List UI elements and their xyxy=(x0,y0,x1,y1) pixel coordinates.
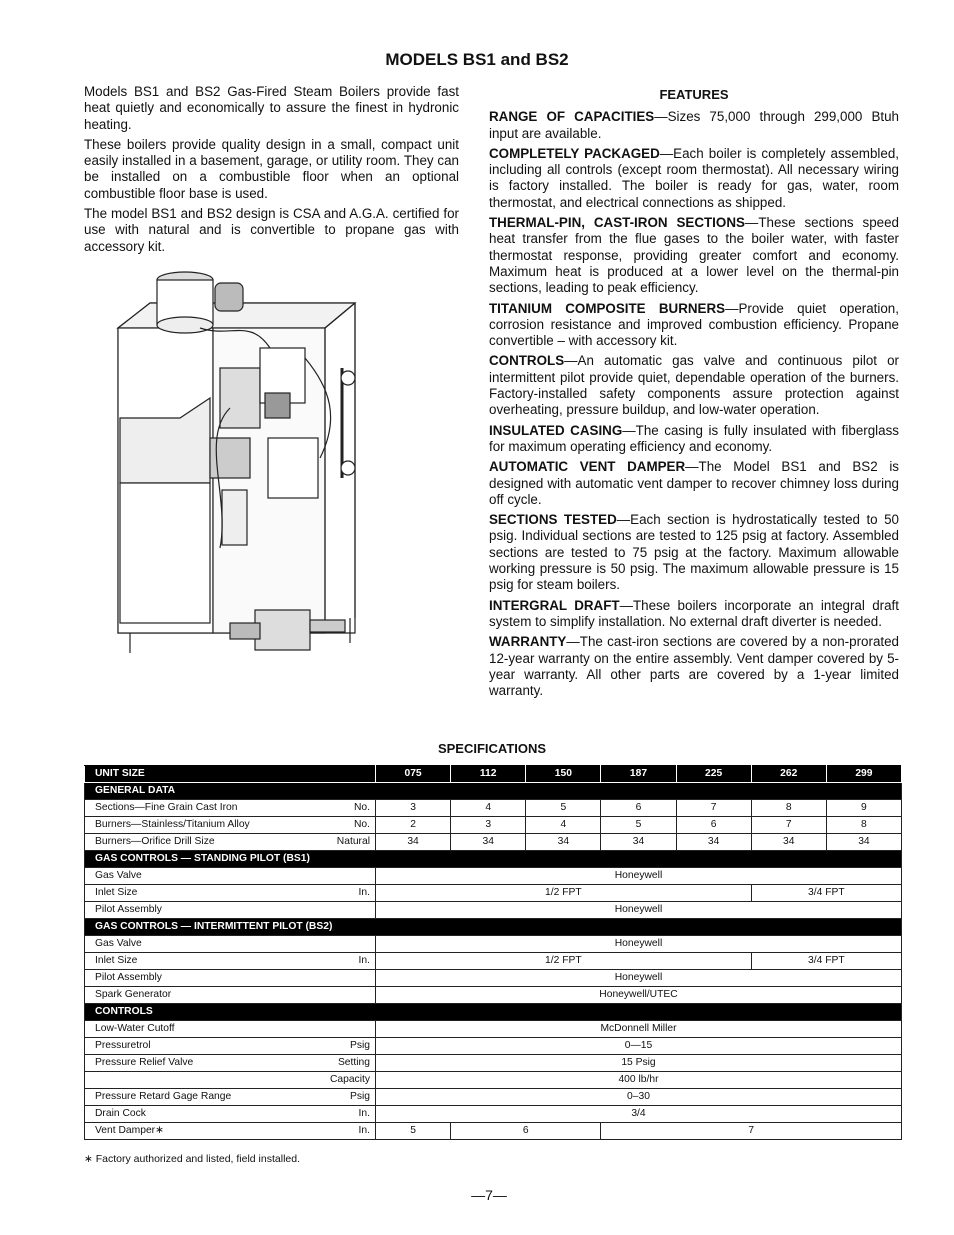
feature-item xyxy=(489,146,899,211)
row-unit: In. xyxy=(358,955,370,966)
feature-item xyxy=(489,215,899,296)
feature-text: —Each section is hydrostatically tested to 50 psig. Individual sections are tested to 125 psig at factory. Assembled sections are tested to 75 psig at the factory. Maximum allowable working pressure is 50 psig. The maximum allowable pressure is 15 psig for steam boilers. xyxy=(489,512,899,593)
page-title: MODELS BS1 and BS2 xyxy=(385,50,569,69)
table-cell: 6 xyxy=(451,1123,601,1140)
table-row xyxy=(85,1055,902,1072)
row-label: In. Inlet Size xyxy=(85,885,376,902)
features-heading: FEATURES xyxy=(659,87,729,102)
table-cell: 1/2 FPT xyxy=(376,885,752,902)
row-unit: Natural xyxy=(336,836,370,847)
row-label: In. Inlet Size xyxy=(85,953,376,970)
row-label: Setting Pressure Relief Valve xyxy=(85,1055,376,1072)
feature-item xyxy=(489,423,899,456)
table-cell: 8 xyxy=(826,817,901,834)
table-cell: 3/4 FPT xyxy=(751,885,901,902)
table-cell: 9 xyxy=(826,800,901,817)
size-header: 150 xyxy=(526,766,601,783)
feature-item xyxy=(489,109,899,142)
specifications-table xyxy=(84,765,902,1140)
feature-text: —The Model BS1 and BS2 is designed with automatic vent damper to recover chimney loss during off cycle. xyxy=(489,459,900,507)
table-row xyxy=(85,1021,902,1038)
table-cell: 3 xyxy=(451,817,526,834)
feature-text: —An automatic gas valve and continuous pilot or intermittent pilot provide quiet, dependable operation of the burners. Factory-installed safety components assure protection against overheating, pressure buildup, and low-water operation. xyxy=(489,353,899,418)
row-unit: Setting xyxy=(337,1057,370,1068)
feature-term: TITANIUM COMPOSITE BURNERS xyxy=(489,300,726,316)
table-cell: 15 Psig xyxy=(376,1055,902,1072)
table-cell: 34 xyxy=(601,834,676,851)
feature-text: —The cast-iron sections are covered by a non-prorated 12-year warranty on the entire assembly. Vent damper covered by 5-year warranty. All other parts are covered by a 1-year limited warranty. xyxy=(489,634,899,699)
table-cell: 34 xyxy=(751,834,826,851)
row-unit: No. xyxy=(353,802,370,813)
row-unit: In. xyxy=(358,1125,370,1136)
row-label: Low-Water Cutoff xyxy=(85,1021,376,1038)
table-row xyxy=(85,1089,902,1106)
feature-text: —Provide quiet operation, corrosion resistance and improved combustion efficiency. Propane convertible – with accessory kit. xyxy=(489,300,899,349)
table-cell: 5 xyxy=(526,800,601,817)
specifications-heading: SPECIFICATIONS xyxy=(437,741,547,756)
row-unit: In. xyxy=(358,1108,370,1119)
table-cell: Honeywell xyxy=(376,970,902,987)
table-cell: 3/4 FPT xyxy=(751,953,901,970)
table-cell: Honeywell xyxy=(376,936,902,953)
table-cell: 7 xyxy=(751,817,826,834)
table-cell: 7 xyxy=(601,1123,902,1140)
boiler-illustration xyxy=(110,258,378,678)
row-label: No. Burners—Stainless/Titanium Alloy xyxy=(85,817,376,834)
table-cell: 34 xyxy=(451,834,526,851)
table-cell: 3 xyxy=(376,800,451,817)
table-cell: 2 xyxy=(376,817,451,834)
row-label: Gas Valve xyxy=(85,868,376,885)
feature-term: WARRANTY xyxy=(489,634,567,650)
table-row xyxy=(85,1072,902,1089)
table-row xyxy=(85,868,902,885)
feature-term: CONTROLS xyxy=(489,353,565,369)
row-unit: Capacity xyxy=(329,1074,370,1085)
row-unit: Psig xyxy=(349,1040,370,1051)
row-label: Psig Pressure Retard Gage Range xyxy=(85,1089,376,1106)
row-unit: No. xyxy=(353,819,370,830)
table-cell: 6 xyxy=(601,800,676,817)
table-row xyxy=(85,834,902,851)
table-cell: Honeywell xyxy=(376,902,902,919)
row-unit: Psig xyxy=(349,1091,370,1102)
feature-item xyxy=(489,512,899,593)
table-cell: 400 lb/hr xyxy=(376,1072,902,1089)
feature-item xyxy=(489,634,899,699)
table-cell: 5 xyxy=(601,817,676,834)
feature-term: RANGE OF CAPACITIES xyxy=(489,109,655,125)
row-label: Pilot Assembly xyxy=(85,902,376,919)
table-cell: 5 xyxy=(376,1123,451,1140)
row-unit: In. xyxy=(358,887,370,898)
table-cell: Honeywell/UTEC xyxy=(376,987,902,1004)
size-header: 112 xyxy=(451,766,526,783)
table-cell: 1/2 FPT xyxy=(376,953,752,970)
row-label: Gas Valve xyxy=(85,936,376,953)
intro-paragraph: Models BS1 and BS2 Gas-Fired Steam Boilers provide fast heat quietly and economically to assure the finest in hydronic heating. xyxy=(84,84,459,132)
feature-term: INTERGRAL DRAFT xyxy=(489,597,620,613)
row-label: In. Drain Cock xyxy=(85,1106,376,1123)
feature-item xyxy=(489,459,899,508)
table-row xyxy=(85,953,902,970)
feature-item xyxy=(489,353,899,418)
table-cell: 34 xyxy=(526,834,601,851)
table-cell: 8 xyxy=(751,800,826,817)
table-cell: 34 xyxy=(676,834,751,851)
intro-paragraph: The model BS1 and BS2 design is CSA and A.G.A. certified for use with natural and is convertible to propane gas with accessory kit. xyxy=(84,206,459,254)
feature-text: —These sections speed heat transfer from the flue gases to the boiler water, with faster thermostat response, providing greater comfort and economy. Maximum heat is produced at a lower level on the thermal-pin sections, leading to peak efficiency. xyxy=(489,215,899,296)
feature-term: COMPLETELY PACKAGED xyxy=(489,145,660,161)
intro-text xyxy=(84,84,459,259)
feature-term: THERMAL-PIN, CAST-IRON SECTIONS xyxy=(489,215,745,231)
table-cell: 0—15 xyxy=(376,1038,902,1055)
row-label: Natural Burners—Orifice Drill Size xyxy=(85,834,376,851)
table-row xyxy=(85,970,902,987)
table-cell: 6 xyxy=(676,817,751,834)
section-row xyxy=(85,851,902,868)
row-label: Spark Generator xyxy=(85,987,376,1004)
row-label: No. Sections—Fine Grain Cast Iron xyxy=(85,800,376,817)
unit-size-header: UNIT SIZE xyxy=(85,766,376,783)
feature-term: INSULATED CASING xyxy=(489,422,623,438)
table-cell: 4 xyxy=(451,800,526,817)
row-label: Psig Pressuretrol xyxy=(85,1038,376,1055)
table-cell: McDonnell Miller xyxy=(376,1021,902,1038)
feature-item xyxy=(489,598,899,631)
intro-paragraph: These boilers provide quality design in a small, compact unit easily installed in a basement, garage, or utility room. They can be installed on a combustible floor when an optional combustible floor base is used. xyxy=(84,136,459,201)
table-cell: 7 xyxy=(676,800,751,817)
table-cell: 34 xyxy=(826,834,901,851)
section-row xyxy=(85,783,902,800)
section-row xyxy=(85,1004,902,1021)
section-row xyxy=(85,919,902,936)
row-label: Pilot Assembly xyxy=(85,970,376,987)
table-cell: 0–30 xyxy=(376,1089,902,1106)
page-number: —7— xyxy=(471,1187,507,1203)
features-section xyxy=(489,87,899,703)
table-row xyxy=(85,885,902,902)
feature-term: AUTOMATIC VENT DAMPER xyxy=(489,459,686,475)
size-header: 075 xyxy=(376,766,451,783)
table-row xyxy=(85,1123,902,1140)
table-cell: Honeywell xyxy=(376,868,902,885)
table-row xyxy=(85,987,902,1004)
table-header-row xyxy=(85,766,902,783)
size-header: 299 xyxy=(826,766,901,783)
feature-text: —Each boiler is completely assembled, including all controls (except room thermostat). All necessary wiring is factory installed. The boiler is ready for gas, water, room thermostat, and electrical connections as shipped. xyxy=(489,145,900,210)
table-row xyxy=(85,800,902,817)
section-title: CONTROLS xyxy=(85,1004,902,1021)
footnote: ∗ Factory authorized and listed, field installed. xyxy=(84,1153,300,1165)
section-title: GENERAL DATA xyxy=(85,783,902,800)
table-row xyxy=(85,817,902,834)
feature-item xyxy=(489,301,899,350)
table-row xyxy=(85,1106,902,1123)
section-title: GAS CONTROLS — STANDING PILOT (BS1) xyxy=(85,851,902,868)
section-title: GAS CONTROLS — INTERMITTENT PILOT (BS2) xyxy=(85,919,902,936)
table-row xyxy=(85,1038,902,1055)
feature-text: —These boilers incorporate an integral draft system to simplify installation. No external draft diverter is needed. xyxy=(489,597,899,629)
table-cell: 34 xyxy=(376,834,451,851)
table-row xyxy=(85,936,902,953)
table-cell: 4 xyxy=(526,817,601,834)
table-cell: 3/4 xyxy=(376,1106,902,1123)
feature-text: —Sizes 75,000 through 299,000 Btuh input are available. xyxy=(489,109,899,141)
row-label xyxy=(85,1072,376,1089)
row-label: In. Vent Damper∗ xyxy=(85,1123,376,1140)
feature-term: SECTIONS TESTED xyxy=(489,512,617,528)
size-header: 262 xyxy=(751,766,826,783)
feature-text: —The casing is fully insulated with fiberglass for maximum operating efficiency and economy. xyxy=(489,422,899,454)
size-header: 225 xyxy=(676,766,751,783)
size-header: 187 xyxy=(601,766,676,783)
table-row xyxy=(85,902,902,919)
